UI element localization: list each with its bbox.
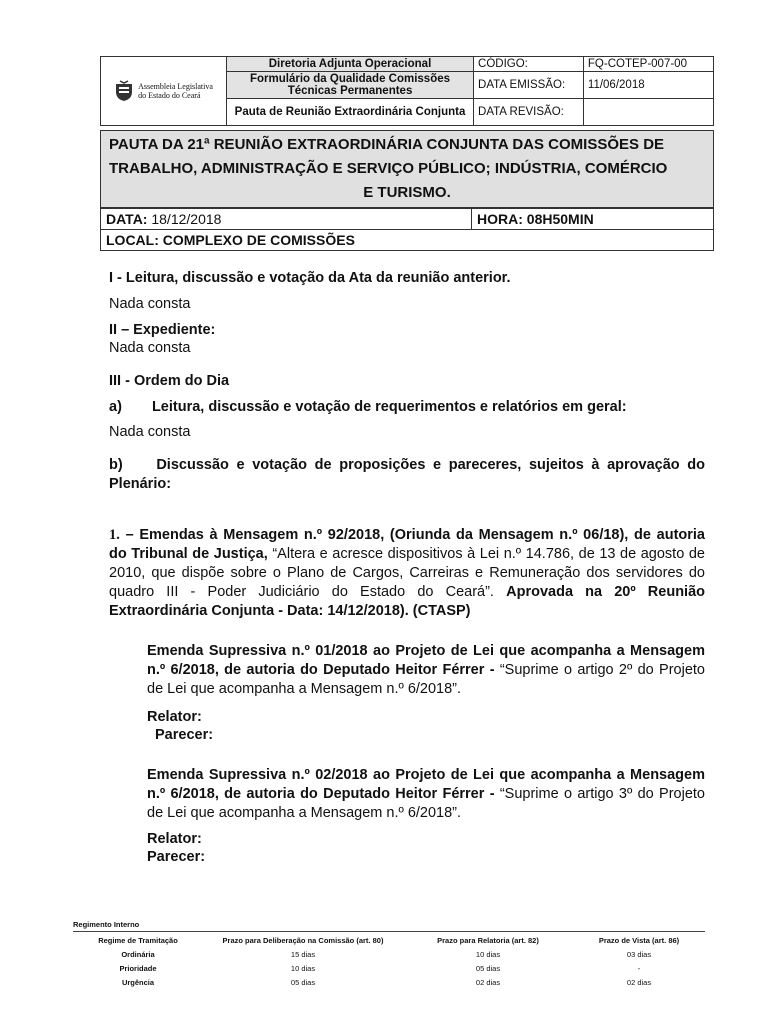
footer-table <box>73 933 705 989</box>
review-value <box>583 99 713 126</box>
agenda-title-line2: TRABALHO, ADMINISTRAÇÃO E SERVIÇO PÚBLICO; INDÚSTRIA, COMÉRCIO <box>109 160 668 177</box>
agenda-title-line1: PAUTA DA 21ª REUNIÃO EXTRAORDINÁRIA CONJUNTA DAS COMISSÕES DE <box>109 136 665 153</box>
amendment-2 <box>147 766 705 823</box>
footer-cell: Prioridade <box>119 963 157 973</box>
footer-cell: 02 dias <box>626 977 652 987</box>
footer-cell: 10 dias <box>290 963 316 973</box>
code-label: CÓDIGO: <box>474 57 584 72</box>
footer-cell: 05 dias <box>290 977 316 987</box>
footer-row <box>73 947 705 961</box>
code-value: FQ-COTEP-007-00 <box>583 57 713 72</box>
section-2-title: II – Expediente: <box>109 322 216 338</box>
amendment-2-text: “Suprime o artigo 3º do Projeto de Lei que acompanha a Mensagem n.º 6/2018”. <box>147 786 705 821</box>
section-3a-title: Leitura, discussão e votação de requerimentos e relatórios em geral: <box>151 399 627 415</box>
section-3b-title: Discussão e votação de proposições e pareceres, sujeitos à aprovação do Plenário: <box>109 457 705 492</box>
section-3a-letter: a) <box>109 399 122 415</box>
amendment-2-rapporteur: Relator: <box>147 831 202 847</box>
section-2-text: Nada consta <box>109 340 191 356</box>
section-3a-heading <box>109 398 705 417</box>
directorate: Diretoria Adjunta Operacional <box>227 57 474 72</box>
logo-text-line1: Assembleia Legislativa <box>138 82 213 91</box>
section-3b-heading <box>109 456 705 494</box>
section-3-title: III - Ordem do Dia <box>109 373 230 389</box>
section-1-title: I - Leitura, discussão e votação da Ata da reunião anterior. <box>109 270 511 286</box>
meeting-location: LOCAL: COMPLEXO DE COMISSÕES <box>101 230 714 251</box>
footer-cell: 10 dias <box>475 949 501 959</box>
section-1-text: Nada consta <box>109 296 191 312</box>
agenda-title <box>100 130 714 208</box>
amendment-1-opinion: Parecer: <box>155 727 214 743</box>
footer-row <box>73 961 705 975</box>
footer-cell: 15 dias <box>290 949 316 959</box>
footer-header-cell: Prazo para Relatoria (art. 82) <box>437 935 539 945</box>
review-label: DATA REVISÃO: <box>474 99 584 126</box>
item-1 <box>109 526 705 621</box>
logo <box>101 57 227 126</box>
agenda-title-line3: E TURISMO. <box>363 184 451 201</box>
issue-value: 11/06/2018 <box>583 72 713 99</box>
header-table <box>100 56 714 126</box>
footer-header-cell: Regime de Tramitação <box>98 935 178 945</box>
issue-label: DATA EMISSÃO: <box>474 72 584 99</box>
footer-cell: Urgência <box>121 977 155 987</box>
section-3a-text: Nada consta <box>109 424 191 440</box>
form-title: Formulário da Qualidade Comissões Técnicas Permanentes <box>227 72 474 99</box>
meeting-date <box>101 209 472 230</box>
footer-header-row <box>73 933 705 947</box>
footer-cell: 05 dias <box>475 963 501 973</box>
footer-cell: 03 dias <box>626 949 652 959</box>
amendment-1-rapporteur: Relator: <box>147 709 202 725</box>
footer-divider <box>73 931 705 932</box>
item-1-status: Aprovada na 20º Reunião Extraordinária Conjunta - Data: 14/12/2018). (CTASP) <box>109 584 706 619</box>
coat-of-arms-icon <box>114 80 134 102</box>
footer-cell: 02 dias <box>475 977 501 987</box>
amendment-1-text: “Suprime o artigo 2º do Projeto de Lei que acompanha a Mensagem n.º 6/2018”. <box>147 662 705 697</box>
footer-header-cell: Prazo para Deliberação na Comissão (art. 80) <box>222 935 384 945</box>
amendment-2-title: Emenda Supressiva n.º 02/2018 ao Projeto de Lei que acompanha a Mensagem n.º 6/2018, de autoria do Deputado Heitor Férrer - <box>147 767 705 802</box>
footer-title: Regimento Interno <box>73 920 140 929</box>
meeting-info-table <box>100 208 714 251</box>
item-1-description: “Altera e acresce dispositivos à Lei n.º 14.786, de 13 de agosto de 2010, que dispõe sobre o Plano de Cargos, Carreiras e Remuneração dos servidores do quadro III - Poder Judiciário do Estado do Ceará”. <box>109 546 705 600</box>
date-value: 18/12/2018 <box>151 211 222 227</box>
form-subtitle: Pauta de Reunião Extraordinária Conjunta <box>227 99 474 126</box>
item-1-number: 1. <box>109 527 120 543</box>
logo-text-line2: do Estado do Ceará <box>138 91 201 100</box>
time-value: 08H50MIN <box>526 211 594 227</box>
footer-cell: - <box>637 963 641 973</box>
meeting-time <box>472 209 714 230</box>
time-label: HORA: <box>477 211 523 227</box>
footer-row <box>73 975 705 989</box>
amendment-2-opinion: Parecer: <box>147 849 206 865</box>
item-1-intro: – Emendas à Mensagem n.º 92/2018, (Oriunda da Mensagem n.º 06/18), de autoria do Tribunal de Justiça, <box>109 527 705 562</box>
footer-cell: Ordinária <box>121 949 155 959</box>
date-label: DATA: <box>106 211 148 227</box>
amendment-1 <box>147 642 705 699</box>
footer-header-cell: Prazo de Vista (art. 86) <box>598 935 680 945</box>
amendment-1-title: Emenda Supressiva n.º 01/2018 ao Projeto de Lei que acompanha a Mensagem n.º 6/2018, de autoria do Deputado Heitor Férrer - <box>147 643 705 678</box>
section-3b-letter: b) <box>109 457 123 473</box>
